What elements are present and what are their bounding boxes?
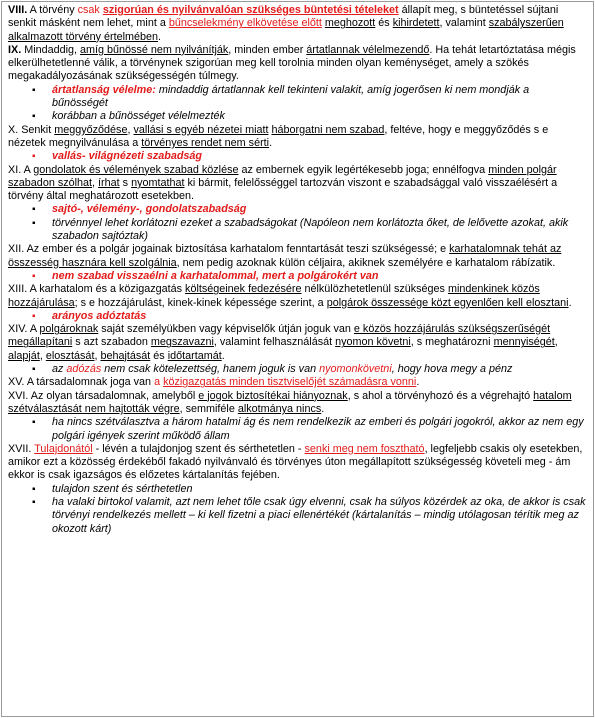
text-run: A törvény bbox=[27, 4, 78, 16]
text-run: nyomtathat bbox=[131, 176, 185, 189]
text-run: , bbox=[39, 349, 46, 362]
bullet-list bbox=[8, 310, 587, 323]
text-run: hatalom szétválasztását nem hajtották végre bbox=[8, 389, 572, 415]
text-run: vallási s egyéb nézetei miatt bbox=[133, 123, 269, 136]
text-run: ; s e hozzájárulást, kinek-kinek képessége szerint, a bbox=[74, 296, 327, 309]
text-run: , bbox=[92, 176, 99, 189]
text-run: mennyiségét bbox=[493, 336, 555, 349]
text-run: az bbox=[52, 363, 67, 376]
text-run: . bbox=[321, 402, 325, 415]
article-paragraph bbox=[8, 443, 587, 483]
text-run: s bbox=[119, 176, 132, 189]
text-run: és bbox=[150, 349, 168, 362]
text-run: sajtó-, vélemény-, gondolatszabadság bbox=[52, 203, 247, 216]
text-run: bűncselekmény elkövetése előtt bbox=[168, 17, 322, 30]
text-run: polgárok összessége közt egyenlően kell elosztani bbox=[326, 296, 569, 309]
document-page bbox=[1, 1, 594, 717]
text-run: saját személyükben vagy képviselők útján joguk van bbox=[98, 323, 354, 336]
text-run: . bbox=[416, 376, 420, 389]
text-run: XVI. Az olyan társadalomnak, amelyből bbox=[8, 389, 199, 402]
text-run: , valamint felhasználását bbox=[213, 336, 336, 349]
text-run: állapít meg, s büntetéssel sújtani senkit másként nem lehet, mint a bbox=[8, 4, 559, 30]
article-paragraph bbox=[8, 390, 587, 417]
text-run: nem csak kötelezettség, hanem joguk is van bbox=[101, 363, 320, 376]
text-run: minden polgár szabadon szólhat bbox=[8, 163, 557, 189]
text-run: arányos adóztatás bbox=[52, 309, 147, 322]
text-run: írhat bbox=[98, 176, 120, 189]
text-run: senki meg nem fosztható bbox=[304, 442, 425, 455]
text-run: , bbox=[554, 336, 558, 349]
bullet-item bbox=[52, 363, 587, 376]
text-run: csak bbox=[77, 4, 103, 16]
bullet-list bbox=[8, 270, 587, 283]
text-run: , feltéve, hogy e meggyőződés s e nézetek megnyilvánulása a bbox=[8, 123, 549, 149]
text-run: XI. A bbox=[8, 163, 34, 176]
text-run: szigorúan és nyilvánvalóan szükséges büntetési tételeket bbox=[102, 4, 399, 16]
text-run: korábban a bűnösséget vélelmezték bbox=[52, 110, 225, 123]
text-run: háborgatni nem szabad bbox=[271, 123, 385, 136]
text-run: adózás bbox=[66, 363, 102, 376]
text-run: . bbox=[568, 296, 572, 309]
bullet-item bbox=[52, 203, 587, 216]
bullet-list bbox=[8, 363, 587, 376]
bullet-list bbox=[8, 203, 587, 243]
text-run: - lévén a tulajdonjog szent és sérthetetlen - bbox=[92, 442, 305, 455]
text-run: , legfeljebb csakis oly esetekben, amikor ezt a közösség érdekéből fakadó nyilvánvaló és törvényes úton megállapított szükségesség követeli meg - ám ekkor is csak igazságos és előzetes kártalanítás fejében. bbox=[8, 442, 583, 482]
text-run: az embernek egyik legértékesebb joga; ennélfogva bbox=[238, 163, 489, 176]
text-run: , bbox=[127, 123, 134, 136]
text-run: s azt szabadon bbox=[72, 336, 151, 349]
text-run: XIV. A bbox=[8, 323, 40, 336]
text-run: kihirdetett bbox=[392, 17, 440, 30]
text-run: ki bármit, felelősséggel tartozván viszont e szabadsággal való visszaélésért a törvény által meghatározott esetekben. bbox=[8, 176, 558, 203]
text-run: és bbox=[375, 17, 393, 30]
text-run: törvényes rendet nem sérti bbox=[141, 136, 270, 149]
text-run: karhatalomnak tehát az összesség hasznára kell szolgálnia bbox=[8, 243, 562, 269]
bullet-item bbox=[52, 217, 587, 244]
text-run: . Ha tehát letartóztatása mégis elkerülhetetlenné válik, a törvénynek szigorúan meg kell torolnia minden olyan keménységet, amely a szökés megakadályozásának szükségességén túlmegy. bbox=[8, 43, 576, 83]
text-run: időtartamát bbox=[167, 349, 222, 362]
text-run: Tulajdonától bbox=[34, 442, 93, 455]
text-run: közigazgatás minden tisztviselőjét számadásra vonni bbox=[163, 376, 417, 389]
bullet-item bbox=[52, 310, 587, 323]
text-run: ártatlanság vélelme: bbox=[52, 83, 156, 96]
text-run: , minden ember bbox=[228, 43, 307, 56]
text-run: elosztását bbox=[45, 349, 95, 362]
text-run: X. Senkit bbox=[8, 123, 55, 136]
text-run: e közös hozzájárulás szükségszerűségét megállapítani bbox=[8, 323, 551, 349]
text-run: mindenkinek közös hozzájárulása bbox=[8, 283, 540, 309]
text-run: amíg bűnössé nem nyilvánítják bbox=[80, 43, 229, 56]
text-run: . bbox=[269, 136, 273, 149]
text-run: behajtását bbox=[100, 349, 151, 362]
text-run: e jogok biztosítékai hiányoznak bbox=[198, 389, 348, 402]
bullet-item bbox=[52, 496, 587, 536]
text-run: meghozott bbox=[324, 17, 376, 30]
text-run: ártatlannak vélelmezendő bbox=[306, 43, 430, 56]
text-run: , s ahol a törvényhozó és a végrehajtó bbox=[347, 389, 534, 402]
article-paragraph bbox=[8, 4, 587, 44]
article-paragraph bbox=[8, 164, 587, 204]
text-run: XV. A társadalomnak joga van bbox=[8, 376, 155, 389]
bullet-list bbox=[8, 84, 587, 124]
text-run: Mindaddig, bbox=[21, 43, 81, 56]
text-run: , s meghatározni bbox=[410, 336, 494, 349]
bullet-list bbox=[8, 483, 587, 536]
text-run: XIII. A karhatalom és a közigazgatás bbox=[8, 283, 186, 296]
bullet-item bbox=[52, 483, 587, 496]
text-run: , valamint bbox=[439, 17, 489, 30]
text-run: XVII. bbox=[8, 442, 35, 455]
text-run: nyomonkövetni bbox=[319, 363, 392, 376]
article-paragraph bbox=[8, 44, 587, 84]
bullet-item bbox=[52, 416, 587, 443]
text-run: ha nincs szétválasztva a három hatalmi ág és nem rendelkezik az emberi és polgári jogokról, akkor az nem egy polgári igények szerint működő állam bbox=[52, 416, 584, 442]
bullet-item bbox=[52, 270, 587, 283]
article-paragraph bbox=[8, 323, 587, 363]
text-run: , bbox=[94, 349, 101, 362]
text-run: XII. Az ember és a polgár jogainak biztosítása karhatalom fenntartását teszi szükségessé; e bbox=[8, 243, 450, 256]
text-run: nélkülözhetetlenül szükséges bbox=[301, 283, 448, 296]
text-run: a bbox=[154, 376, 164, 389]
text-run: . bbox=[221, 349, 225, 362]
text-run: költségeinek fedezésére bbox=[185, 283, 302, 296]
text-run: megszavazni bbox=[150, 336, 214, 349]
article-paragraph bbox=[8, 376, 587, 389]
text-run: VIII. bbox=[8, 4, 28, 16]
text-run: nyomon követni bbox=[335, 336, 411, 349]
text-run: alkotmánya nincs bbox=[237, 402, 322, 415]
text-run: gondolatok és vélemények szabad közlése bbox=[33, 163, 239, 176]
text-run: ha valaki birtokol valamit, azt nem lehet tőle csak úgy elvenni, csak ha súlyos közérdek az oka, de akkor is csak törvényi rendelkezés mellett – ki kell fizetni a piaci ellenértékét (kártalanítás – mindig utólagosan térítik meg az okozott kárt) bbox=[52, 495, 586, 535]
text-run: törvénnyel lehet korlátozni ezeket a szabadságokat (Napóleon nem korlátozta őket, de lelővette azokat, akik szabadon sajtóztak) bbox=[52, 216, 569, 243]
text-run: IX. bbox=[8, 43, 22, 56]
text-run: polgároknak bbox=[39, 323, 99, 336]
text-run: tulajdon szent és sérthetetlen bbox=[52, 482, 193, 495]
bullet-list bbox=[8, 416, 587, 443]
text-run: meggyőződése bbox=[54, 123, 128, 136]
bullet-item bbox=[52, 110, 587, 123]
text-run: vallás- világnézeti szabadság bbox=[52, 150, 203, 163]
bullet-item bbox=[52, 84, 587, 111]
text-run: nem szabad visszaélni a karhatalommal, mert a polgárokért van bbox=[52, 269, 379, 282]
text-run: alapját bbox=[8, 349, 40, 362]
bullet-list bbox=[8, 150, 587, 163]
text-run: szabályszerűen alkalmazott törvény értelmében bbox=[8, 17, 564, 43]
article-paragraph bbox=[8, 124, 587, 151]
text-run: mindaddig ártatlannak kell tekinteni valakit, amíg jogerősen ki nem mondják a bűnösségét bbox=[52, 83, 530, 110]
text-run: , nem pedig azoknak külön céljaira, akiknek személyére e karhatalom rábízatik. bbox=[176, 256, 556, 269]
text-run: , semmiféle bbox=[179, 402, 238, 415]
article-paragraph bbox=[8, 283, 587, 310]
article-paragraph bbox=[8, 243, 587, 270]
text-run: , hogy hova megy a pénz bbox=[391, 363, 513, 376]
bullet-item bbox=[52, 150, 587, 163]
text-run: . bbox=[158, 30, 162, 43]
